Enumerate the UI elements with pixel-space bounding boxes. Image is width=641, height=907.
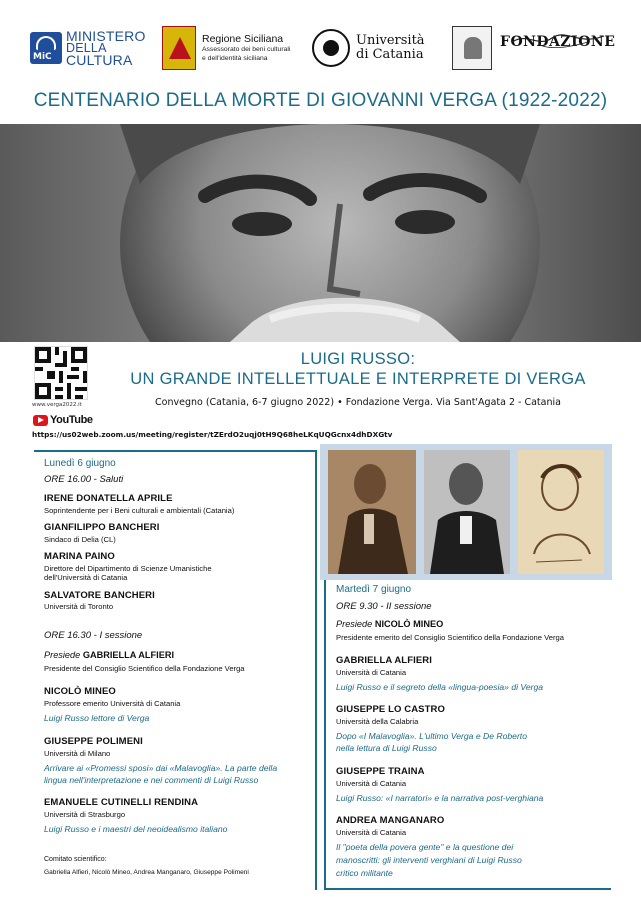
regione-name: Regione Siciliana — [202, 33, 284, 45]
day1-presiede — [44, 650, 174, 660]
speaker-affiliation: dell'Università di Catania — [44, 573, 128, 582]
qr-code-icon[interactable] — [34, 346, 88, 400]
speaker-name: GIUSEPPE TRAINA — [336, 766, 425, 777]
conference-subtitle: Convegno (Catania, 6-7 giugno 2022) • Fondazione Verga. Via Sant'Agata 2 - Catania — [155, 397, 561, 408]
day1-session-time: ORE 16.30 - I sessione — [44, 630, 143, 641]
mic-line1: MINISTERO — [66, 28, 146, 44]
comitato-label: Comitato scientifico: — [44, 856, 107, 863]
talk-title: manoscritti: gli interventi verghiani di Luigi Russo — [336, 855, 522, 865]
talk-title: critico militante — [336, 868, 393, 878]
qr-url: www.verga2022.it — [32, 402, 82, 408]
speaker-name: ANDREA MANGANARO — [336, 815, 445, 826]
talk-title: nella lettura di Luigi Russo — [336, 743, 437, 753]
russo-photos — [320, 444, 612, 580]
youtube-play-icon — [33, 415, 48, 426]
speaker-affiliation: Università di Catania — [336, 779, 407, 788]
presiede-affiliation: Presidente emerito del Consiglio Scientifico della Fondazione Verga — [336, 633, 564, 642]
speaker-affiliation: Direttore del Dipartimento di Scienze Umanistiche — [44, 564, 212, 573]
ministero-cultura-logo — [30, 24, 146, 72]
zoom-registration-link[interactable]: https://us02web.zoom.us/meeting/register/tZErdO2uqj0tH9Q68heLKqUQGcnx4dhDXGtv — [32, 430, 393, 439]
youtube-label: YouTube — [50, 414, 93, 426]
presiede-word: Presiede — [336, 619, 373, 629]
speaker-name: EMANUELE CUTINELLI RENDINA — [44, 797, 199, 808]
mic-line2: DELLA — [66, 41, 107, 55]
mic-line3: CULTURA — [66, 52, 133, 68]
speaker-affiliation: Università di Strasburgo — [44, 810, 126, 819]
talk-title: Dopo «I Malavoglia». L'ultimo Verga e De Roberto — [336, 731, 527, 741]
speaker-name: GIANFILIPPO BANCHERI — [44, 522, 160, 533]
speaker-name: MARINA PAINO — [44, 551, 115, 562]
unict-line1: Università — [356, 33, 425, 48]
speaker-affiliation: Università di Catania — [336, 828, 407, 837]
day2-session-time: ORE 9.30 - II sessione — [336, 601, 432, 612]
speaker-affiliation: Università di Toronto — [44, 602, 114, 611]
presiede-name: GABRIELLA ALFIERI — [82, 650, 175, 660]
comitato-names: Gabriella Alfieri, Nicolò Mineo, Andrea Manganaro, Giuseppe Polimeni — [44, 869, 249, 876]
speaker-affiliation: Università di Catania — [336, 668, 407, 677]
day1-saluti-time: ORE 16.00 - Saluti — [44, 474, 124, 485]
mic-emblem-icon: MiC — [30, 32, 62, 64]
regione-sub2: e dell'identità siciliana — [202, 55, 268, 62]
youtube-link[interactable] — [33, 414, 93, 426]
speaker-name: SALVATORE BANCHERI — [44, 590, 155, 601]
talk-title: lingua nell'interpretazione e nei commenti di Luigi Russo — [44, 775, 259, 785]
conference-title-line1: LUIGI RUSSO: — [300, 350, 416, 368]
day2-presiede — [336, 619, 443, 629]
university-seal-icon — [312, 29, 350, 67]
page-title: CENTENARIO DELLA MORTE DI GIOVANNI VERGA (1922-2022) — [33, 90, 608, 111]
talk-title: Arrivare ai «Promessi sposi» dai «Malavoglia». La parte della — [44, 763, 278, 773]
speaker-affiliation: Università di Milano — [44, 749, 111, 758]
verga-signature-icon — [508, 28, 608, 50]
speaker-name: NICOLÒ MINEO — [44, 686, 116, 697]
speaker-name: IRENE DONATELLA APRILE — [44, 493, 173, 504]
talk-title: Luigi Russo: «I narratori» e la narrativa post-verghiana — [336, 793, 544, 803]
speaker-affiliation: Soprintendente per i Beni culturali e ambientali (Catania) — [44, 506, 235, 515]
speaker-name: GIUSEPPE POLIMENI — [44, 736, 143, 747]
presiede-name: NICOLÒ MINEO — [374, 619, 444, 629]
verga-portrait-photo — [0, 124, 641, 342]
talk-title: Luigi Russo e il segreto della «lingua-poesia» di Verga — [336, 682, 544, 692]
speaker-affiliation: Sindaco di Delia (CL) — [44, 535, 116, 544]
regione-siciliana-logo — [162, 24, 290, 72]
regione-sub1: Assessorato dei beni culturali — [202, 46, 291, 53]
conference-title-line2: UN GRANDE INTELLETTUALE E INTERPRETE DI VERGA — [130, 370, 586, 388]
speaker-name: GABRIELLA ALFIERI — [336, 655, 432, 666]
universita-catania-logo — [312, 24, 425, 72]
talk-title: Luigi Russo e i maestri del neoidealismo italiano — [44, 824, 228, 834]
speaker-name: GIUSEPPE LO CASTRO — [336, 704, 445, 715]
speaker-affiliation: Professore emerito Università di Catania — [44, 699, 181, 708]
trinacria-icon — [162, 26, 196, 70]
presiede-word: Presiede — [44, 650, 81, 660]
centro-studi-emblem-icon — [452, 26, 492, 70]
fondazione-name: FONDAZIONE — [500, 34, 616, 50]
presiede-affiliation: Presidente del Consiglio Scientifico della Fondazione Verga — [44, 664, 245, 673]
conference-title — [95, 349, 621, 389]
talk-title: Il "poeta della povera gente" e la questione dei — [336, 842, 514, 852]
speaker-affiliation: Università della Calabria — [336, 717, 419, 726]
talk-title: Luigi Russo lettore di Verga — [44, 713, 150, 723]
day2-label: Martedì 7 giugno — [336, 584, 412, 595]
day1-label: Lunedì 6 giugno — [44, 458, 116, 469]
unict-line2: di Catania — [356, 47, 424, 62]
